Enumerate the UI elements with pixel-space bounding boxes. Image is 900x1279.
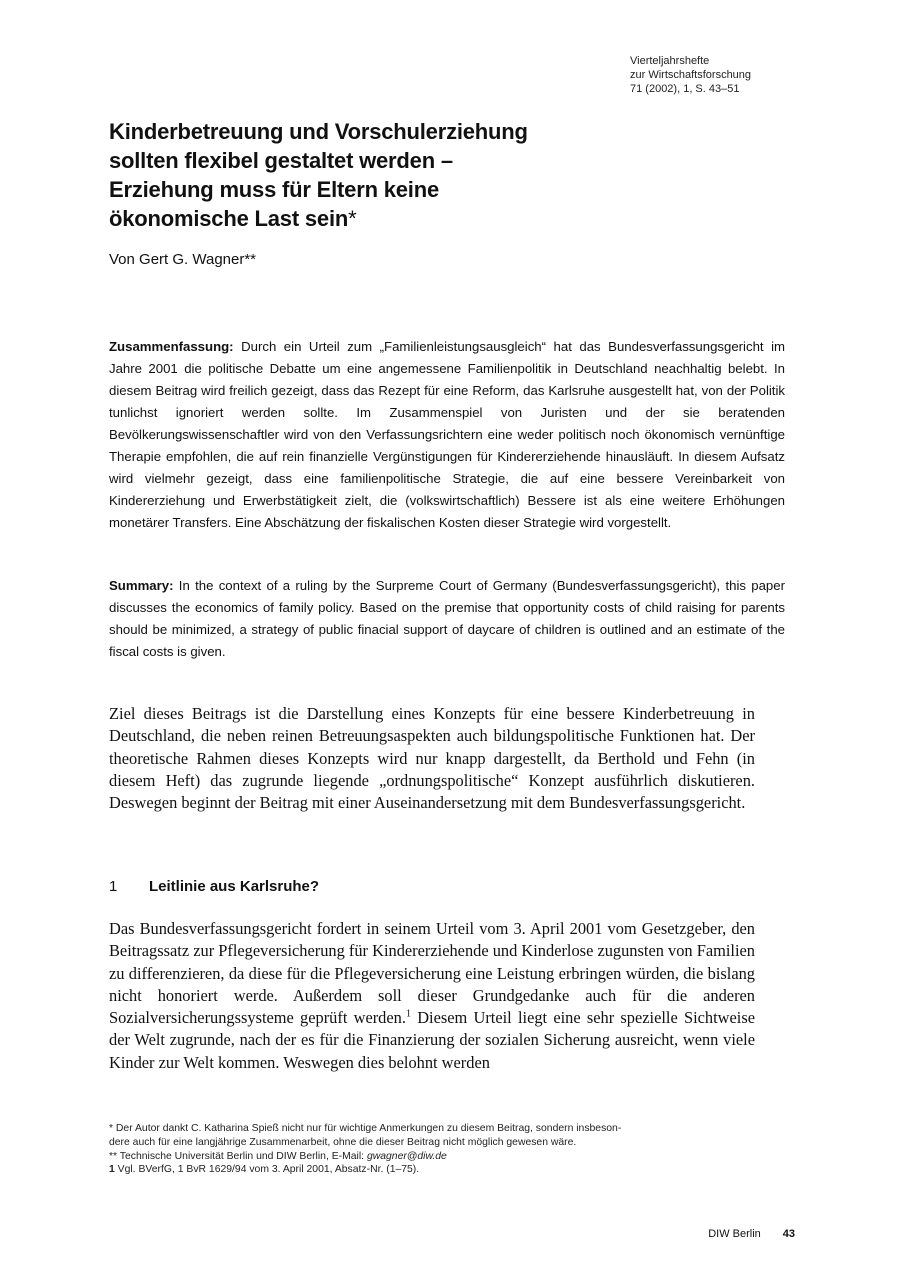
journal-subtitle: zur Wirtschaftsforschung (630, 69, 752, 81)
journal-reference (630, 54, 890, 96)
abstract-english (109, 575, 785, 663)
section-1-text-a: Das Bundesverfassungsgericht fordert in seinem Urteil vom 3. April 2001 vom Gesetzgeber, den Beitragssatz zur Pflegeversicherung für Kindererziehende und Kinderlose zugunsten von Familien zu differenzieren, da diese für die Pflegeversicherung eine Leistung erbringen würden, die bislang nicht honoriert werde. Außerdem soll dieser Grundgedanke auch für die anderen Sozialversicherungssysteme geprüft werden. (109, 919, 755, 1028)
section-1-paragraph (109, 918, 755, 1074)
title-line-1: Kinderbetreuung und Vorschulerziehung (109, 119, 528, 144)
footnote-1-number: 1 (109, 1164, 115, 1176)
page-footer (708, 1227, 795, 1241)
abstract-english-text: In the context of a ruling by the Surpreme Court of Germany (Bundesverfassungsgericht), this paper discusses the economics of family policy. Based on the premise that opportunity costs of child raising for parents should be minimized, a strategy of public finacial support of daycare of children is outlined and an estimate of the fiscal costs is given. (109, 578, 785, 659)
journal-name: Vierteljahrshefte (630, 55, 710, 67)
author-line: Von Gert G. Wagner** (109, 251, 257, 268)
section-number: 1 (109, 878, 118, 895)
title-line-4 (109, 204, 669, 233)
footnotes (109, 1122, 729, 1177)
abstract-german (109, 336, 785, 534)
page-number: 43 (782, 1228, 795, 1240)
journal-issue: 71 (2002), 1, S. 43–51 (630, 83, 740, 95)
abstract-english-label: Summary: (109, 578, 174, 593)
author-email-link[interactable]: gwagner@diw.de (366, 1150, 447, 1162)
section-title: Leitlinie aus Karlsruhe? (149, 878, 320, 895)
section-heading (109, 877, 319, 897)
footnote-double-star-text: ** Technische Universität Berlin und DIW Berlin, E-Mail: (109, 1150, 367, 1162)
intro-paragraph: Ziel dieses Beitrags ist die Darstellung eines Konzepts für eine bessere Kinderbetreuung in Deutschland, die neben reinen Betreuungsaspekten auch bildungspolitische Funktionen hat. Der theoretische Rahmen dieses Konzepts wird nur knapp dargestellt, da Berthold und Fehn (in diesem Heft) das zugrunde liegende „ordnungspolitische“ Konzept ausführlich diskutieren. Deswegen beginnt der Beitrag mit einer Auseinandersetzung mit dem Bundesverfassungsgericht. (109, 704, 755, 813)
abstract-german-text: Durch ein Urteil zum „Familienleistungsausgleich“ hat das Bundesverfassungsgericht im Jahre 2001 die politische Debatte um eine angemessene Familienpolitik in Deutschland neachhaltig belebt. In diesem Beitrag wird freilich gezeigt, dass das Rezept für eine Reform, das Karlsruhe ausgestellt hat, von der Politik tunlichst ignoriert werden sollte. Im Zusammenspiel von Juristen und der sie beratenden Bevölkerungswissenschaftler wird von den Verfassungsrichtern eine weder politisch noch ökonomisch vernünftige Therapie empfohlen, die auf rein finanzielle Vergünstigungen für Kindererziehende hinausläuft. In diesem Aufsatz wird vielmehr gezeigt, dass eine familienpolitische Strategie, die auf eine bessere Vereinbarkeit von Kindererziehung und Erwerbstätigkeit zielt, die (volkswirtschaftlich) Bessere ist als eine weitere Erhöhungen monetärer Transfers. Eine Abschätzung der fiskalischen Kosten dieser Strategie wird vorgestellt. (109, 339, 786, 530)
footnote-ref-1[interactable]: 1 (405, 1008, 411, 1020)
title-footnote-mark: * (348, 206, 357, 231)
section-1-text-b: Diesem Urteil liegt eine sehr spezielle Sichtweise der Welt zugrunde, nach der es für die Finanzierung der sozialen Sicherung ausreicht, wenn viele Kinder zur Welt kommen. Weswegen dies belohnt werden (109, 1008, 755, 1072)
title-line-3: Erziehung muss für Eltern keine (109, 177, 439, 202)
footnote-star-line-1: * Der Autor dankt C. Katharina Spieß nicht nur für wichtige Anmerkungen zu diesem Beitrag, sondern insbeson- (109, 1123, 622, 1134)
abstract-german-label: Zusammenfassung: (109, 339, 234, 354)
footnote-1 (109, 1163, 729, 1177)
title-line-2: sollten flexibel gestaltet werden – (109, 148, 453, 173)
footnote-double-star (109, 1150, 729, 1164)
article-title (109, 117, 669, 233)
footnote-star-line-2: dere auch für eine langjährige Zusammenarbeit, ohne die dieser Beitrag nicht möglich gewesen wäre. (109, 1136, 577, 1148)
footnote-1-text: Vgl. BVerfG, 1 BvR 1629/94 vom 3. April 2001, Absatz-Nr. (1–75). (114, 1164, 420, 1176)
footer-publisher: DIW Berlin (708, 1228, 761, 1240)
title-line-4-text: ökonomische Last sein (109, 206, 349, 231)
